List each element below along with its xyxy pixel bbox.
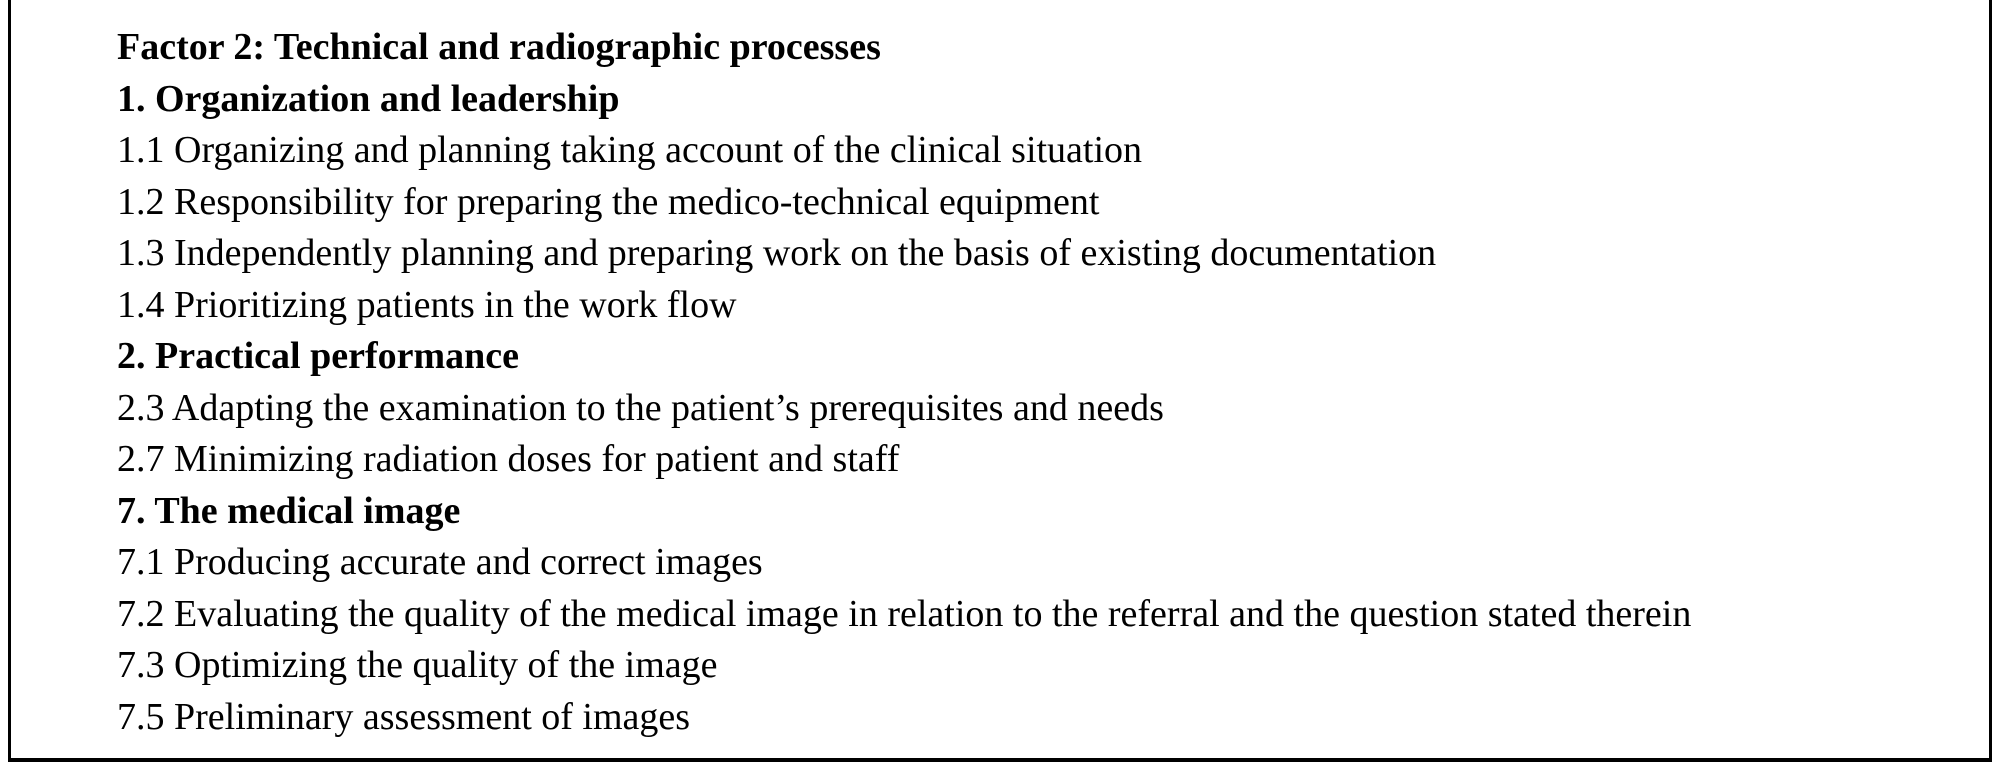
section-heading: 1. Organization and leadership xyxy=(117,77,620,120)
list-item: 1.1 Organizing and planning taking account of the clinical situation xyxy=(117,129,1143,171)
list-item: 1.2 Responsibility for preparing the medico-technical equipment xyxy=(117,180,1100,223)
factor-table-content xyxy=(117,22,1691,743)
factor-title: Factor 2: Technical and radiographic processes xyxy=(117,26,881,68)
list-item: 7.5 Preliminary assessment of images xyxy=(117,695,691,738)
list-item: 2.3 Adapting the examination to the patient’s prerequisites and needs xyxy=(117,386,1164,429)
list-item: 1.3 Independently planning and preparing work on the basis of existing documentation xyxy=(117,232,1437,274)
list-item: 7.1 Producing accurate and correct images xyxy=(117,541,763,583)
section-heading: 2. Practical performance xyxy=(117,335,519,377)
list-item: 2.7 Minimizing radiation doses for patient and staff xyxy=(117,438,900,480)
list-item: 7.3 Optimizing the quality of the image xyxy=(117,644,718,686)
list-item: 7.2 Evaluating the quality of the medical image in relation to the referral and the question stated therein xyxy=(117,592,1692,635)
section-heading: 7. The medical image xyxy=(117,489,461,532)
list-item: 1.4 Prioritizing patients in the work flow xyxy=(117,283,737,326)
